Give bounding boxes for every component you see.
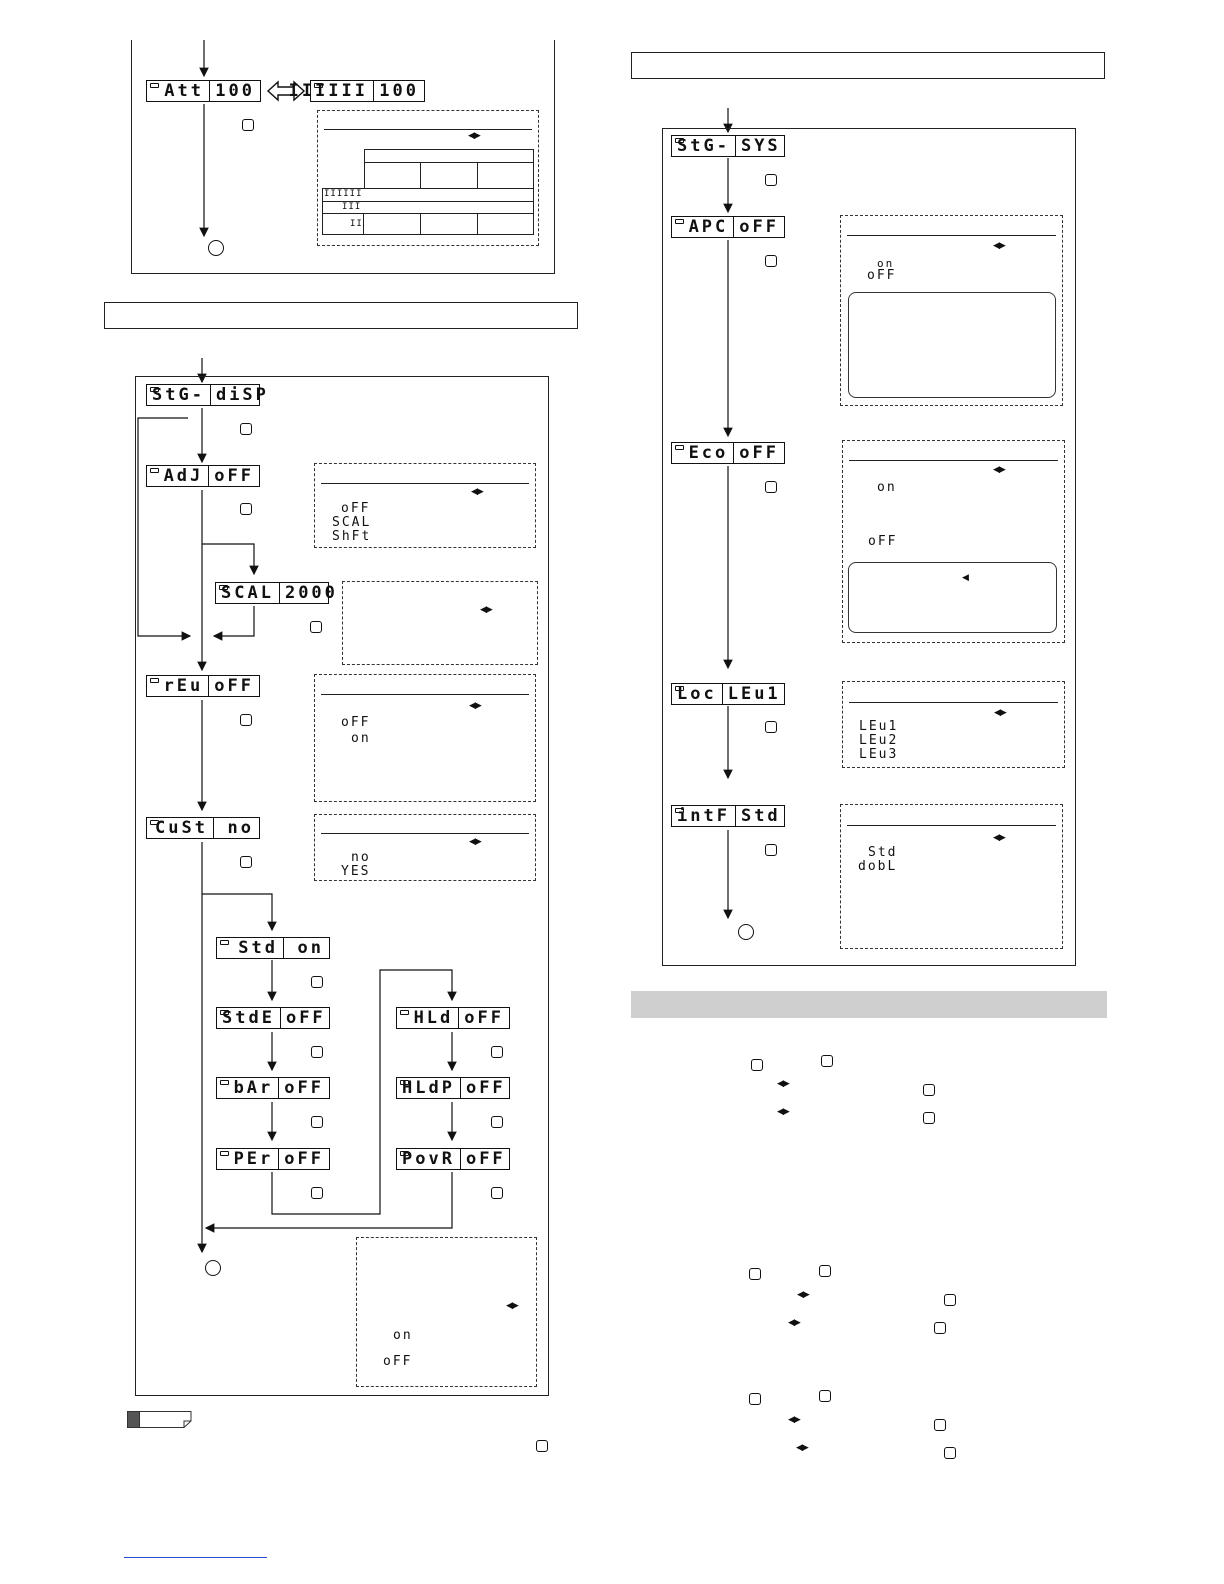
mode-key-icon bbox=[751, 1059, 763, 1071]
mode-key-icon bbox=[240, 856, 252, 868]
arrow-keys-icon: ◀▶ bbox=[469, 837, 481, 847]
mode-key-icon bbox=[765, 255, 777, 267]
loc-display bbox=[671, 683, 785, 705]
scal-note-box bbox=[342, 581, 538, 665]
eco-value: oFF bbox=[739, 442, 779, 463]
mode-key-icon bbox=[749, 1268, 761, 1280]
att-table-row-3: II bbox=[350, 219, 363, 229]
mode-key-icon bbox=[765, 721, 777, 733]
bar-value: oFF bbox=[284, 1077, 324, 1098]
custom-option-on: on bbox=[393, 1328, 413, 1343]
mode-key-icon bbox=[240, 503, 252, 515]
loc-value: LEu1 bbox=[727, 683, 781, 704]
mode-key-icon bbox=[934, 1322, 946, 1334]
arrow-keys-icon: ◀▶ bbox=[480, 605, 492, 615]
adj-display bbox=[146, 465, 260, 487]
cust-option-no: no bbox=[351, 850, 371, 865]
hld-value: oFF bbox=[464, 1007, 504, 1028]
scal-value: 2000 bbox=[284, 582, 338, 603]
end-circle-icon bbox=[738, 924, 754, 940]
arrow-keys-icon: ◀▶ bbox=[471, 487, 483, 497]
note-tag-icon bbox=[127, 1411, 193, 1429]
disp-mode-label: StG- bbox=[152, 384, 205, 405]
rev-label: rEu bbox=[163, 675, 204, 696]
hld-label: HLd bbox=[413, 1007, 454, 1028]
mode-key-icon bbox=[242, 119, 254, 131]
povr-display bbox=[396, 1148, 510, 1170]
mode-key-icon bbox=[765, 481, 777, 493]
apc-option-on: on bbox=[877, 257, 895, 270]
mode-key-icon bbox=[765, 174, 777, 186]
disp-mode-display bbox=[146, 384, 269, 406]
cust-label: CuSt bbox=[155, 817, 208, 838]
adj-value: oFF bbox=[214, 465, 254, 486]
eco-note-box bbox=[842, 440, 1065, 643]
scal-display bbox=[215, 582, 338, 604]
mode-key-icon bbox=[310, 621, 322, 633]
att-label: Att bbox=[164, 80, 204, 101]
arrow-keys-icon: ◀▶ bbox=[994, 708, 1006, 718]
eco-display bbox=[671, 442, 785, 464]
att-bar-value: 100 bbox=[379, 80, 419, 101]
att-bar-display bbox=[288, 80, 425, 102]
povr-label: PovR bbox=[402, 1148, 455, 1169]
mode-key-icon bbox=[765, 844, 777, 856]
mode-key-icon bbox=[944, 1294, 956, 1306]
mode-key-icon bbox=[536, 1440, 548, 1452]
hldp-display bbox=[396, 1077, 510, 1099]
std-label: Std bbox=[238, 937, 278, 958]
arrow-keys-icon: ◀▶ bbox=[993, 241, 1005, 251]
arrow-keys-icon: ◀▶ bbox=[796, 1443, 808, 1453]
mode-key-icon bbox=[923, 1084, 935, 1096]
arrow-keys-icon: ◀▶ bbox=[788, 1415, 800, 1425]
mode-key-icon bbox=[923, 1112, 935, 1124]
sys-mode-display bbox=[671, 135, 785, 157]
att-note-box bbox=[317, 110, 539, 246]
stde-value: oFF bbox=[285, 1007, 326, 1028]
procedure-section-bar bbox=[631, 991, 1107, 1018]
mode-key-icon bbox=[749, 1393, 761, 1405]
arrow-keys-icon: ◀▶ bbox=[777, 1107, 789, 1117]
intf-value: Std bbox=[740, 805, 781, 826]
apc-value: oFF bbox=[739, 216, 779, 237]
mode-key-icon bbox=[491, 1046, 503, 1058]
hld-display bbox=[396, 1007, 510, 1029]
att-display bbox=[146, 80, 261, 102]
att-table-row-2: III bbox=[342, 202, 362, 212]
cust-note-box bbox=[314, 814, 536, 881]
povr-value: oFF bbox=[465, 1148, 506, 1169]
stde-label: StdE bbox=[222, 1007, 275, 1028]
std-value: on bbox=[297, 937, 324, 958]
att-table bbox=[322, 149, 534, 237]
mode-key-icon bbox=[311, 1046, 323, 1058]
cust-display bbox=[146, 817, 260, 839]
arrow-keys-icon: ◀▶ bbox=[777, 1079, 789, 1089]
mode-key-icon bbox=[819, 1265, 831, 1277]
mode-key-icon bbox=[240, 714, 252, 726]
mode-key-icon bbox=[934, 1419, 946, 1431]
arrow-keys-icon: ◀▶ bbox=[993, 465, 1005, 475]
left-key-icon: ◀ bbox=[962, 573, 968, 583]
mode-key-icon bbox=[819, 1390, 831, 1402]
arrow-keys-icon: ◀▶ bbox=[797, 1290, 809, 1300]
att-bar-label: IIIIII bbox=[288, 80, 368, 101]
arrow-keys-icon: ◀▶ bbox=[993, 833, 1005, 843]
mode-key-icon bbox=[311, 1187, 323, 1199]
bar-label: bAr bbox=[233, 1077, 274, 1098]
adj-option-shft: ShFt bbox=[332, 529, 372, 544]
footer-link-line[interactable] bbox=[124, 1557, 267, 1558]
rev-option-on: on bbox=[351, 731, 371, 746]
adj-note-box bbox=[314, 463, 536, 548]
loc-note-box bbox=[842, 681, 1065, 768]
per-value: oFF bbox=[284, 1148, 324, 1169]
hldp-label: HLdP bbox=[402, 1077, 455, 1098]
per-display bbox=[216, 1148, 330, 1170]
rev-note-box bbox=[314, 674, 536, 802]
arrow-keys-icon: ◀▶ bbox=[506, 1301, 518, 1311]
intf-label: intF bbox=[677, 805, 730, 826]
hldp-value: oFF bbox=[465, 1077, 506, 1098]
eco-option-on: on bbox=[877, 480, 897, 495]
intf-option-std: Std bbox=[868, 845, 898, 860]
system-section-title-bar bbox=[631, 52, 1105, 79]
adj-label: AdJ bbox=[163, 465, 204, 486]
mode-key-icon bbox=[311, 976, 323, 988]
intf-option-dobl: dobL bbox=[858, 859, 898, 874]
att-table-row-1: IIIIII bbox=[324, 189, 363, 199]
apc-inner-box bbox=[848, 292, 1056, 398]
end-circle-icon bbox=[208, 240, 224, 256]
loc-option-3: LEu3 bbox=[859, 747, 899, 762]
cust-value: no bbox=[227, 817, 254, 838]
adj-option-scal: SCAL bbox=[332, 515, 372, 530]
mode-key-icon bbox=[240, 423, 252, 435]
eco-inner-box bbox=[848, 562, 1057, 633]
cust-option-yes: YES bbox=[341, 864, 371, 879]
rev-display bbox=[146, 675, 260, 697]
adj-option-off: oFF bbox=[341, 501, 371, 516]
mode-key-icon bbox=[491, 1187, 503, 1199]
scal-label: SCAL bbox=[221, 582, 274, 603]
apc-note-box bbox=[840, 215, 1063, 406]
std-display bbox=[216, 937, 330, 959]
per-label: PEr bbox=[233, 1148, 274, 1169]
sys-mode-value: SYS bbox=[740, 135, 781, 156]
custom-option-off: oFF bbox=[383, 1354, 413, 1369]
mode-key-icon bbox=[944, 1447, 956, 1459]
intf-display bbox=[671, 805, 785, 827]
apc-option-off: oFF bbox=[867, 268, 897, 283]
loc-label: Loc bbox=[677, 683, 717, 704]
apc-label: APC bbox=[688, 216, 729, 237]
apc-display bbox=[671, 216, 785, 238]
stde-display bbox=[216, 1007, 330, 1029]
custom-note-box bbox=[356, 1237, 537, 1387]
rev-option-off: oFF bbox=[341, 715, 371, 730]
loc-option-1: LEu1 bbox=[859, 719, 899, 734]
eco-option-off: oFF bbox=[868, 534, 898, 549]
rev-value: oFF bbox=[214, 675, 254, 696]
mode-key-icon bbox=[311, 1116, 323, 1128]
mode-key-icon bbox=[821, 1055, 833, 1067]
att-value: 100 bbox=[215, 80, 255, 101]
mode-key-icon bbox=[491, 1116, 503, 1128]
loc-option-2: LEu2 bbox=[859, 733, 899, 748]
arrow-keys-icon: ◀▶ bbox=[468, 131, 480, 141]
bar-display bbox=[216, 1077, 330, 1099]
end-circle-icon bbox=[205, 1260, 221, 1276]
intf-note-box bbox=[840, 804, 1063, 949]
disp-mode-value: diSP bbox=[215, 384, 269, 405]
arrow-keys-icon: ◀▶ bbox=[788, 1318, 800, 1328]
display-section-title-bar bbox=[104, 302, 578, 329]
sys-mode-label: StG- bbox=[677, 135, 730, 156]
eco-label: Eco bbox=[688, 442, 729, 463]
arrow-keys-icon: ◀▶ bbox=[469, 701, 481, 711]
